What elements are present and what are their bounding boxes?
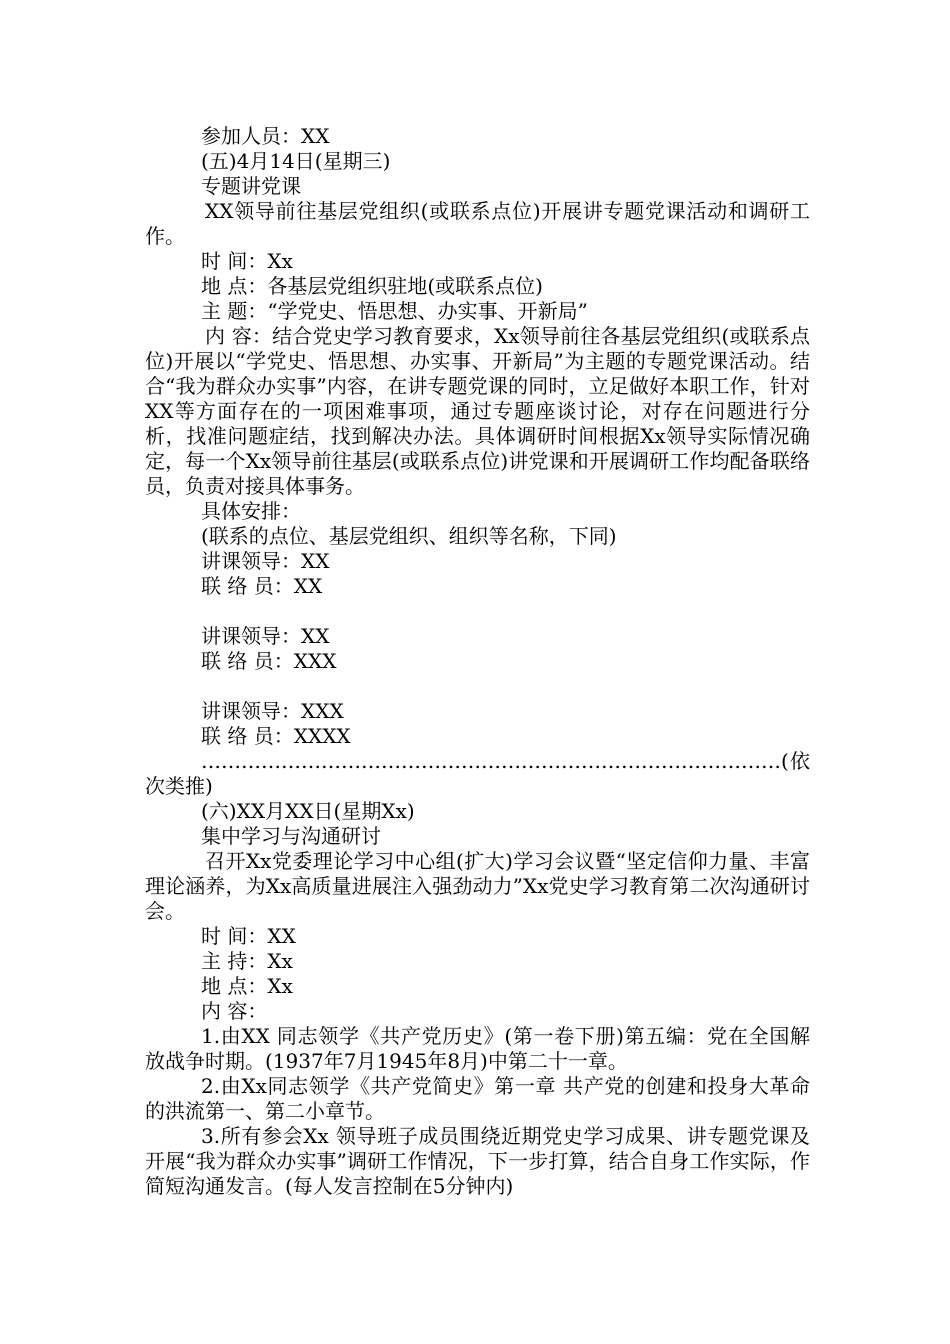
- lecture-intro-paragraph: XX领导前往基层党组织(或联系点位)开展讲专题党课活动和调研工作。: [145, 199, 810, 248]
- blank-line: [145, 599, 810, 624]
- content-paragraph: 内 容：结合党史学习教育要求，Xx领导前往各基层党组织(或联系点位)开展以“学党史、悟思想、办实事、开新局”为主题的专题党课活动。结合“我为群众办实事”内容，在讲专题党课的同时，立足做好本职工作，针对XX等方面存在的一项困难事项，通过专题座谈讨论，对存在问题进行分析，找准问题症结，找到解决办法。具体调研时间根据Xx领导实际情况确定，每一个Xx领导前往基层(或联系点位)讲党课和开展调研工作均配备联络员，负责对接具体事务。: [145, 324, 810, 498]
- ellipsis-continuation: ……………………………………………………………………………(依次类推): [145, 749, 810, 798]
- agenda-item-1: 1.由XX 同志领学《共产党历史》(第一卷下册)第五编：党在全国解放战争时期。(1937年7月1945年8月)中第二十一章。: [145, 1024, 810, 1073]
- meeting-intro-paragraph: 召开Xx党委理论学习中心组(扩大)学习会议暨“坚定信仰力量、丰富理论涵养，为Xx高质量进展注入强劲动力”Xx党史学习教育第二次沟通研讨会。: [145, 849, 810, 923]
- section-five-heading: (五)4月14日(星期三): [201, 149, 391, 173]
- liaison-2: 联 络 员：XXX: [201, 649, 337, 673]
- location-line: 地 点：各基层党组织驻地(或联系点位): [201, 274, 543, 298]
- attendees-line: 参加人员：XX: [201, 124, 330, 148]
- meeting-location-line: 地 点：Xx: [201, 974, 293, 998]
- section-six-heading: (六)XX月XX日(星期Xx): [201, 799, 415, 823]
- document-body: [145, 124, 810, 1199]
- liaison-3: 联 络 员：XXXX: [201, 724, 351, 748]
- meeting-host-line: 主 持：Xx: [201, 949, 293, 973]
- time-line: 时 间：Xx: [201, 249, 293, 273]
- lecturer-1: 讲课领导：XX: [201, 549, 330, 573]
- study-discussion-title: 集中学习与沟通研讨: [201, 824, 381, 848]
- meeting-content-heading: 内 容：: [201, 999, 268, 1023]
- blank-line: [145, 674, 810, 699]
- arrangement-note: (联系的点位、基层党组织、组织等名称，下同): [201, 524, 617, 548]
- agenda-item-3: 3.所有参会Xx 领导班子成员围绕近期党史学习成果、讲专题党课及开展“我为群众办实事”调研工作情况，下一步打算，结合自身工作实际，作简短沟通发言。(每人发言控制在5分钟内): [145, 1124, 810, 1198]
- lecturer-3: 讲课领导：XXX: [201, 699, 344, 723]
- meeting-time-line: 时 间：XX: [201, 924, 296, 948]
- topic-lecture-title: 专题讲党课: [201, 174, 301, 198]
- agenda-item-2: 2.由Xx同志领学《共产党简史》第一章 共产党的创建和投身大革命的洪流第一、第二小章节。: [145, 1074, 810, 1123]
- arrangement-heading: 具体安排：: [201, 499, 301, 523]
- lecturer-2: 讲课领导：XX: [201, 624, 330, 648]
- liaison-1: 联 络 员：XX: [201, 574, 323, 598]
- theme-line: 主 题：“学党史、悟思想、办实事、开新局”: [201, 299, 588, 323]
